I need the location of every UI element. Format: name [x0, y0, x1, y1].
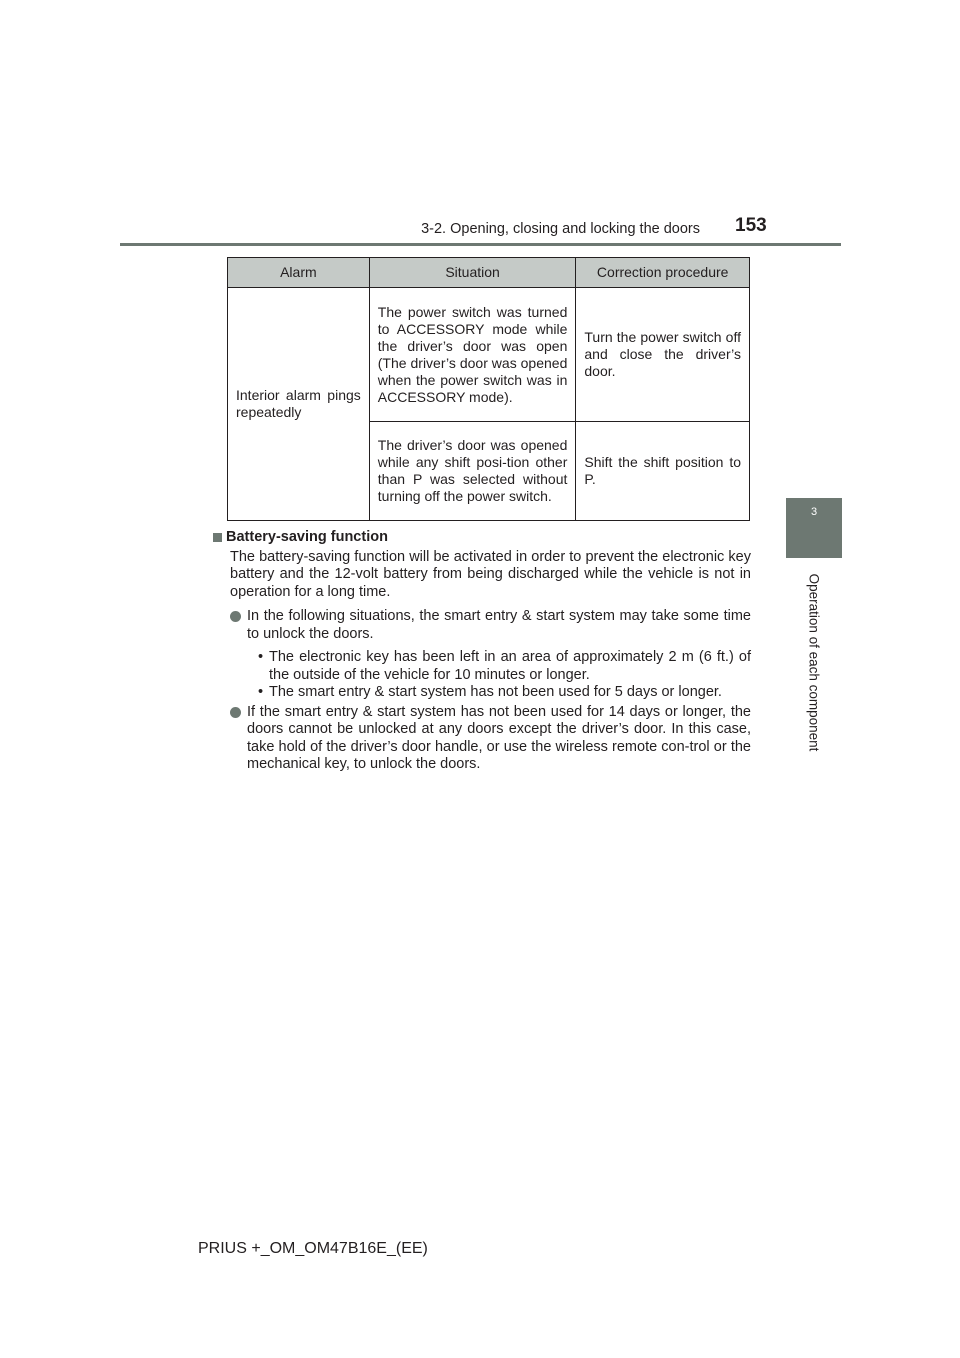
document-code: PRIUS +_OM_OM47B16E_(EE) — [198, 1240, 428, 1257]
sub-bullet-mark: • — [258, 649, 264, 665]
section-heading — [213, 529, 751, 547]
table-header-row — [228, 258, 750, 288]
alarm-table — [227, 257, 750, 521]
circle-bullet-icon — [230, 707, 241, 718]
sub-item-text: The electronic key has been left in an area of approximately 2 m (6 ft.) of the outside of the vehicle for 10 minutes or longer. — [269, 649, 751, 683]
sub-list — [258, 649, 751, 702]
battery-saving-section — [213, 529, 751, 774]
situation-cell: The driver’s door was opened while any shift posi-tion other than P was selected without turning off the power switch. — [369, 422, 576, 521]
bullet-text: If the smart entry & start system has not been used for 14 days or longer, the doors cannot be unlocked at any doors except the driver’s door. In this case, take hold of the driver’s door handle, or use the wireless remote con-trol or the mechanical key, to unlock the doors. — [247, 703, 751, 772]
intro-paragraph: The battery-saving function will be activated in order to prevent the electronic key battery and the 12-volt battery from being discharged while the vehicle is not in operation for a long time. — [230, 548, 751, 600]
square-bullet-icon — [213, 533, 222, 542]
sub-list-item — [258, 684, 751, 702]
table-row — [228, 288, 750, 422]
correction-cell: Shift the shift position to P. — [576, 422, 750, 521]
section-title: 3-2. Opening, closing and locking the doors — [421, 221, 700, 237]
correction-cell: Turn the power switch off and close the driver’s door. — [576, 288, 750, 422]
list-item — [230, 704, 751, 774]
sub-bullet-mark: • — [258, 684, 264, 700]
header-alarm: Alarm — [228, 258, 370, 288]
bullet-text: In the following situations, the smart entry & start system may take some time to unlock the doors. — [247, 608, 751, 642]
alarm-cell: Interior alarm pings repeatedly — [228, 288, 370, 521]
page-number: 153 — [735, 215, 767, 236]
chapter-title-vertical — [806, 565, 822, 760]
header-situation: Situation — [369, 258, 576, 288]
header-correction: Correction procedure — [576, 258, 750, 288]
header-divider — [120, 243, 841, 246]
situation-cell: The power switch was turned to ACCESSORY mode while the driver’s door was open (The driver’s door was opened when the power switch was in ACCESSORY mode). — [369, 288, 576, 422]
section-heading-text: Battery-saving function — [226, 529, 388, 545]
list-item — [230, 608, 751, 643]
sub-list-item — [258, 649, 751, 684]
circle-bullet-icon — [230, 611, 241, 622]
chapter-number: 3 — [810, 506, 818, 518]
chapter-title: Operation of each component — [806, 573, 822, 752]
sub-item-text: The smart entry & start system has not been used for 5 days or longer. — [269, 684, 722, 700]
chapter-tab — [786, 498, 842, 558]
